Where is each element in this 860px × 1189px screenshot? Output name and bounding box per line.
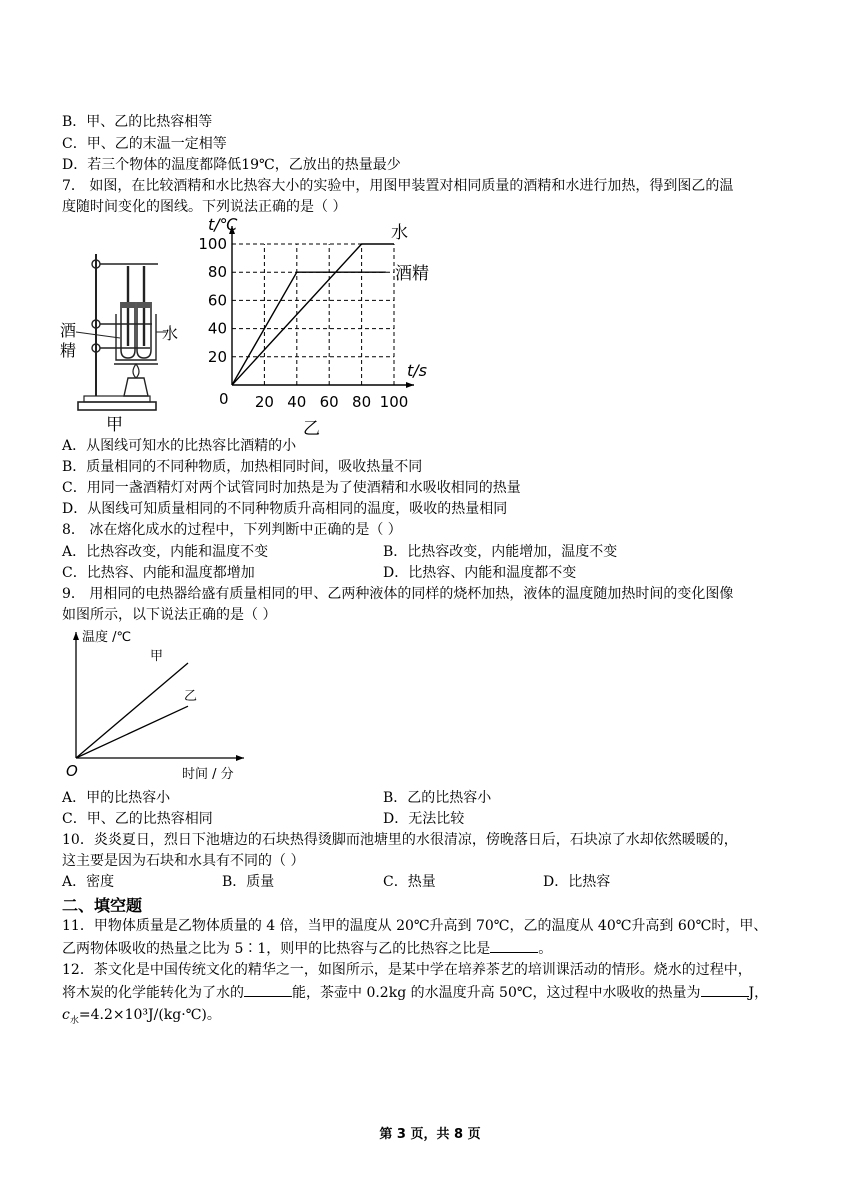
q10-stem-line1: 10．炎炎夏日，烈日下池塘边的石块热得烫脚而池塘里的水很清凉，傍晚落日后，石块凉了水却依然暖暖的， — [62, 832, 738, 848]
chart-x-axis-label: t/s — [407, 361, 427, 380]
q12-line2 — [62, 982, 768, 1003]
q12-specific-heat-subscript: 水 — [69, 1015, 79, 1026]
q8-option-d: D．比热容、内能和温度都不变 — [383, 565, 577, 581]
q10-option-d: D．比热容 — [543, 874, 611, 890]
chart-series — [232, 244, 394, 385]
q12-answer-blank-1[interactable] — [244, 982, 292, 997]
q8-option-a: A．比热容改变，内能和温度不变 — [62, 544, 269, 560]
chart2-x-axis-label: 时间 / 分 — [182, 767, 234, 782]
chart2-origin-label: O — [66, 762, 78, 780]
x-tick-label: 20 — [254, 393, 274, 411]
q10-option-a: A．密度 — [62, 874, 115, 890]
x-tick-label: 40 — [287, 393, 307, 411]
y-tick-label: 40 — [207, 319, 227, 338]
q10-stem-line2: 这主要是因为石块和水具有不同的（ ） — [62, 853, 305, 869]
series-label-alcohol: 酒精 — [395, 264, 429, 284]
chart2-series — [76, 663, 188, 758]
q12-line2-text-a: 将木炭的化学能转化为了水的 — [62, 985, 244, 1001]
chart-origin-label: 0 — [219, 390, 229, 408]
q6-option-d: D．若三个物体的温度都降低19℃，乙放出的热量最少 — [62, 157, 401, 173]
q9-stem-line1: 9． 用相同的电热器给盛有质量相同的甲、乙两种液体的同样的烧杯加热，液体的温度随加热时间的变化图像 — [62, 586, 734, 602]
q7-option-c: C．用同一盏酒精灯对两个试管同时加热是为了使酒精和水吸收相同的热量 — [62, 480, 521, 496]
x-axis-arrow — [406, 382, 414, 388]
q6-option-b: B．甲、乙的比热容相等 — [62, 114, 213, 130]
figure-caption-jia: 甲 — [106, 415, 123, 435]
q7-temperature-chart — [195, 212, 455, 440]
series-label-water: 水 — [391, 223, 408, 243]
x-tick-label: 100 — [379, 393, 409, 411]
label-water: 水 — [162, 324, 178, 343]
chart2-series-label-jia: 甲 — [150, 649, 164, 664]
y-tick-label: 60 — [207, 291, 227, 310]
chart-y-axis-label: t/℃ — [208, 215, 238, 234]
q8-option-b: B．比热容改变，内能增加，温度不变 — [383, 544, 618, 560]
q12-line1: 12．茶文化是中国传统文化的精华之一，如图所示，是某中学在培养茶艺的培训课活动的情形。烧水的过程中， — [62, 962, 752, 978]
chart-caption-yi: 乙 — [303, 419, 320, 439]
q12-line2-text-b: 能，茶壶中 0.2kg 的水温度升高 50℃，这过程中水吸收的热量为 — [292, 985, 701, 1001]
q11-line2-end: 。 — [538, 941, 553, 957]
q12-specific-heat-value: =4.2×10³J/(kg·℃)。 — [78, 1007, 221, 1023]
series-line-yi — [76, 706, 188, 758]
chart2-y-axis-label: 温度 /℃ — [82, 630, 132, 645]
q9-option-d: D．无法比较 — [383, 811, 465, 827]
q7-option-b: B．质量相同的不同种物质，加热相同时间，吸收热量不同 — [62, 459, 423, 475]
chart2-series-label-yi: 乙 — [184, 689, 198, 704]
q12-line3 — [62, 1005, 221, 1031]
page-footer: 第 3 页，共 8 页 — [379, 1127, 481, 1142]
y-tick-label: 20 — [207, 347, 227, 366]
q10-option-b: B．质量 — [222, 874, 275, 890]
q11-line2-text: 乙两物体吸收的热量之比为 5∶1，则甲的比热容与乙的比热容之比是 — [62, 941, 491, 957]
q7-apparatus-figure — [58, 236, 178, 436]
q9-option-a: A．甲的比热容小 — [62, 790, 171, 806]
q7-option-a: A．从图线可知水的比热容比酒精的小 — [62, 438, 297, 454]
q9-stem-line2: 如图所示，以下说法正确的是（ ） — [62, 607, 277, 623]
q11-line2 — [62, 938, 552, 959]
q7-stem-line1: 7． 如图，在比较酒精和水比热容大小的实验中，用图甲装置对相同质量的酒精和水进行加热，得到图乙的温 — [62, 178, 734, 194]
y-tick-label: 80 — [207, 263, 227, 282]
q9-option-b: B．乙的比热容小 — [383, 790, 492, 806]
q12-specific-heat-symbol: c — [62, 1007, 70, 1023]
q6-option-c: C．甲、乙的末温一定相等 — [62, 136, 227, 152]
x-axis-arrow — [236, 755, 244, 761]
series-line-jia — [76, 663, 188, 758]
q7-option-d: D．从图线可知质量相同的不同种物质升高相同的温度，吸收的热量相同 — [62, 501, 508, 517]
y-tick-label: 100 — [198, 235, 227, 253]
q10-option-c: C．热量 — [383, 874, 436, 890]
x-tick-label: 60 — [319, 393, 339, 411]
q9-temperature-time-chart — [60, 628, 260, 788]
label-alcohol-2: 精 — [60, 341, 77, 360]
q8-option-c: C．比热容、内能和温度都增加 — [62, 565, 255, 581]
q7-stem-line2: 度随时间变化的图线。下列说法正确的是（ ） — [62, 199, 347, 215]
q9-option-c: C．甲、乙的比热容相同 — [62, 811, 213, 827]
q12-answer-blank-2[interactable] — [701, 982, 749, 997]
q11-answer-blank[interactable] — [490, 938, 538, 953]
q12-line2-text-c: J， — [748, 985, 769, 1001]
y-axis-arrow — [73, 632, 79, 640]
chart-grid — [232, 244, 394, 385]
series-line-water — [232, 244, 394, 385]
x-tick-label: 80 — [352, 393, 372, 411]
label-alcohol-1: 酒 — [60, 321, 77, 340]
chart-axes — [229, 226, 414, 388]
q11-line1: 11．甲物体质量是乙物体质量的 4 倍，当甲的温度从 20℃升高到 70℃，乙的温度从 40℃升高到 60℃时，甲、 — [62, 918, 768, 934]
section-title-fill-in: 二、填空题 — [62, 896, 143, 915]
q8-stem: 8． 冰在熔化成水的过程中，下列判断中正确的是（ ） — [62, 522, 402, 538]
